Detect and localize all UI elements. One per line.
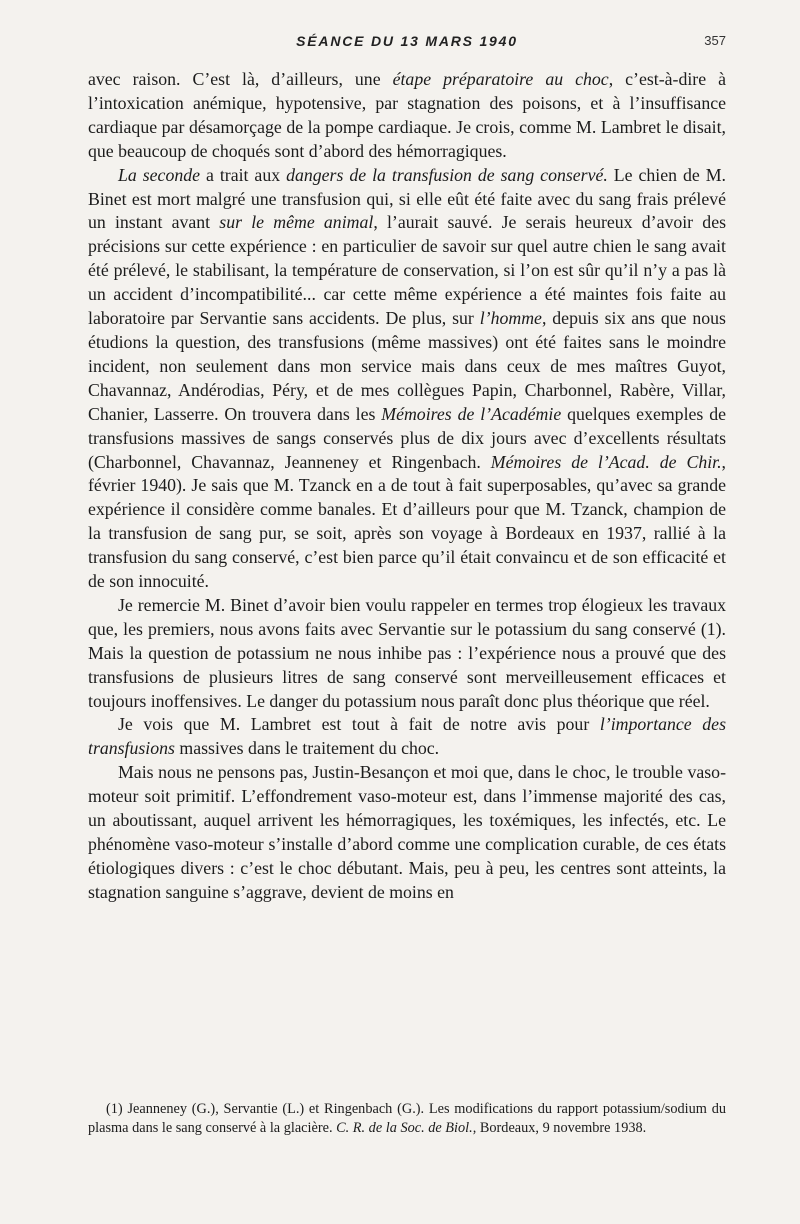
- footnote: [88, 1100, 726, 1138]
- text-run: a trait aux: [200, 164, 287, 185]
- text-run: (1) Jeanneney (G.), Servantie (L.) et Ringenbach (G.). Les modifications du rapport potassium/sodium du plasma dans le sang conservé à la glacière.: [88, 1101, 726, 1136]
- text-run: massives dans le traitement du choc.: [174, 738, 440, 759]
- page-number: 357: [704, 33, 726, 48]
- emphasis: sur le même animal: [219, 212, 374, 233]
- emphasis: La seconde: [118, 164, 201, 185]
- text-run: , l’aurait sauvé. Je serais heureux d’avoir des précisions sur cette expérience : en particulier de savoir sur quel autre chien le sang avait été prélevé, le stabilisant, la température de conservation, si l’on est sûr qu’il n’y a pas là un accident d’incompatibilité... car cette même expérience a été maintes fois faite au laboratoire par Servantie sans accidents. De plus, sur: [88, 212, 727, 329]
- text-run: Mais nous ne pensons pas, Justin-Besançon et moi que, dans le choc, le trouble vaso-moteur soit primitif. L’effondrement vaso-moteur est, dans l’immense majorité des cas, un aboutissant, auquel arrivent les hémorragiques, les toxémiques, les infectés, etc. Le phénomène vaso-moteur s’installe d’abord comme une complication curable, de ces états étiologiques divers : c’est le choc débutant. Mais, peu à peu, les centres sont atteints, la stagnation sanguine s’aggrave, devient de moins en: [88, 762, 726, 902]
- text-run: , c’est-à-dire à l’intoxication anémique, hypotensive, par stagnation des poisons, et à l’insuffisance cardiaque par désamorçage de la pompe cardiaque. Je crois, comme M. Lambret le disait, que beaucoup de choqués sont d’abord des hémorragiques.: [88, 69, 726, 161]
- emphasis: l’importance des transfusions: [88, 714, 726, 759]
- emphasis: C. R. de la Soc. de Biol.: [336, 1120, 473, 1136]
- emphasis: dangers de la transfusion de sang conservé.: [286, 164, 608, 185]
- text-run: , Bordeaux, 9 novembre 1938.: [472, 1120, 647, 1136]
- emphasis: étape préparatoire au choc: [392, 69, 609, 89]
- paragraph-3: [88, 594, 726, 714]
- paragraph-2: [88, 164, 726, 594]
- emphasis: Mémoires de l’Académie: [381, 403, 562, 424]
- page-header: [88, 33, 726, 53]
- emphasis: Mémoires de l’Acad. de Chir.: [490, 451, 722, 472]
- paragraph-1: [88, 68, 726, 164]
- text-run: Le chien de M. Binet est mort malgré une transfusion qui, si elle eût été faite avec du sang frais prélevé un instant avant: [88, 164, 726, 233]
- text-run: Je vois que M. Lambret est tout à fait de notre avis pour: [118, 714, 600, 735]
- text-run: , depuis six ans que nous étudions la question, des transfusions (même massives) ont été faites sans le moindre incident, non seulement dans mon service mais dans ceux de mes maîtres Guyot, Chavannaz, Andérodias, Péry, et de mes collègues Papin, Charbonnel, Rabère, Villar, Chanier, Lasserre. On trouvera dans les: [88, 308, 726, 424]
- text-run: avec raison. C’est là, d’ailleurs, une: [88, 69, 393, 89]
- footnote-text: [88, 1100, 726, 1138]
- text-run: , février 1940). Je sais que M. Tzanck en a de tout à fait superposables, qu’avec sa grande expérience il considère comme banales. Et d’ailleurs pour que M. Tzanck, champion de la transfusion de sang pur, se soit, après son voyage à Bordeaux en 1937, rallié à la transfusion du sang conservé, c’est bien parce qu’il était convaincu et de son efficacité et de son innocuité.: [88, 451, 726, 592]
- body-text: [88, 68, 726, 905]
- emphasis: l’homme: [479, 308, 542, 329]
- running-title: SÉANCE DU 13 MARS 1940: [296, 33, 518, 49]
- paragraph-5: [88, 761, 726, 904]
- text-run: quelques exemples de transfusions massives de sangs conservés plus de dix jours avec d’excellents résultats (Charbonnel, Chavannaz, Jeanneney et Ringenbach.: [88, 403, 726, 472]
- text-run: Je remercie M. Binet d’avoir bien voulu rappeler en termes trop élogieux les travaux que, les premiers, nous avons faits avec Servantie sur le potassium du sang conservé (1). Mais la question de potassium ne nous inhibe pas : l’expérience nous a prouvé que des transfusions de plusieurs litres de sang conservé sont merveilleusement efficaces et toujours inoffensives. Le danger du potassium nous paraît donc plus théorique que réel.: [88, 594, 726, 711]
- paragraph-4: [88, 713, 726, 761]
